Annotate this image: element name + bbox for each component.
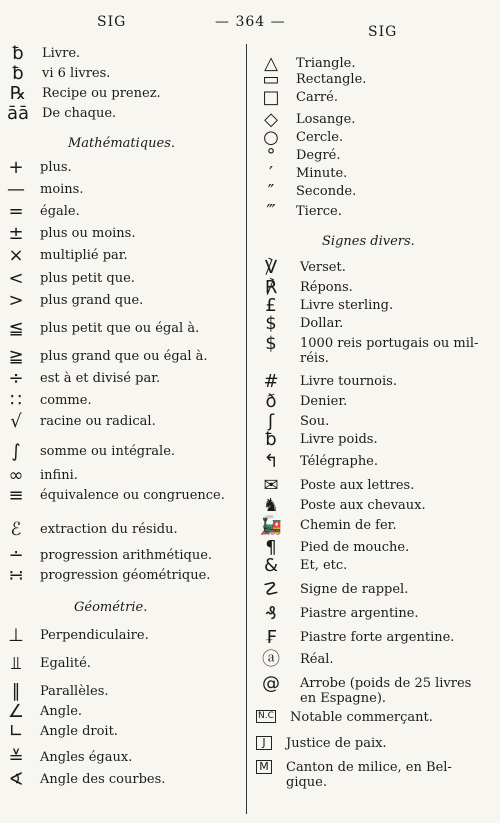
less-than-icon: < bbox=[8, 268, 24, 289]
entry-text: Signe de rappel. bbox=[300, 582, 409, 597]
glossary-entry bbox=[256, 201, 342, 222]
glossary-entry bbox=[6, 83, 161, 104]
canton-milice-icon: M bbox=[256, 760, 272, 774]
glossary-entry bbox=[6, 43, 81, 64]
glossary-entry bbox=[2, 290, 144, 311]
multiply-icon: × bbox=[8, 245, 24, 266]
glossary-entry bbox=[256, 475, 415, 496]
minus-icon: — bbox=[7, 179, 25, 200]
glossary-entry bbox=[2, 747, 133, 768]
glossary-entry bbox=[256, 371, 397, 392]
section-title: Mathématiques. bbox=[68, 136, 176, 151]
arithmetic-progression-icon: ∸ bbox=[8, 545, 24, 566]
entry-text: Livre poids. bbox=[300, 432, 378, 447]
entry-text: Sou. bbox=[300, 414, 330, 429]
entry-text: Cercle. bbox=[296, 130, 344, 145]
entry-text: somme ou intégrale. bbox=[40, 444, 176, 459]
less-equal-icon: ≦ bbox=[8, 318, 24, 339]
pilcrow-icon: ¶ bbox=[265, 537, 277, 558]
glossary-entry bbox=[2, 565, 211, 586]
glossary-entry bbox=[2, 701, 83, 722]
entry-text: Angle des courbes. bbox=[40, 772, 166, 787]
equals-icon: = bbox=[8, 201, 24, 222]
page-number: — 364 — bbox=[215, 14, 286, 30]
entry-text: Parallèles. bbox=[40, 684, 109, 699]
entry-text: plus petit que ou égal à. bbox=[40, 321, 200, 336]
entry-text: équivalence ou congruence. bbox=[40, 488, 225, 503]
glossary-entry bbox=[256, 69, 367, 90]
glossary-entry bbox=[2, 545, 213, 566]
running-head-left: SIG bbox=[97, 14, 127, 30]
entry-text: Perpendiculaire. bbox=[40, 628, 149, 643]
entry-text: infini. bbox=[40, 468, 78, 483]
glossary-entry bbox=[256, 333, 479, 366]
second-icon: ″ bbox=[267, 181, 275, 202]
entry-text: Notable commerçant. bbox=[290, 710, 433, 725]
envelope-icon: ✉ bbox=[263, 475, 279, 496]
square-icon: □ bbox=[262, 87, 280, 108]
train-icon: 🚂 bbox=[259, 515, 283, 536]
entry-text: Minute. bbox=[296, 166, 348, 181]
glossary-entry bbox=[2, 721, 118, 742]
entry-text: plus grand que. bbox=[40, 293, 144, 308]
greater-equal-icon: ≧ bbox=[8, 346, 24, 367]
entry-text: 1000 reis portugais ou mil- réis. bbox=[300, 336, 479, 366]
glossary-entry bbox=[256, 537, 410, 558]
glossary-entry bbox=[256, 163, 348, 184]
entry-text: Et, etc. bbox=[300, 558, 348, 573]
rectangle-icon: ▭ bbox=[262, 69, 280, 90]
curved-angle-icon: ∢ bbox=[8, 769, 24, 790]
circle-icon: ○ bbox=[263, 127, 279, 148]
de-chaque-symbol: āā bbox=[6, 103, 30, 124]
entry-text: Poste aux lettres. bbox=[300, 478, 415, 493]
entry-text: Angle droit. bbox=[40, 724, 118, 739]
glossary-entry bbox=[6, 63, 111, 84]
glossary-entry bbox=[256, 109, 356, 130]
livres-symbol: ƀ bbox=[12, 63, 24, 84]
section-title: Géométrie. bbox=[74, 600, 148, 615]
third-icon: ‴ bbox=[266, 201, 276, 222]
glossary-entry bbox=[256, 451, 379, 472]
degree-icon: ° bbox=[266, 145, 276, 166]
telegraph-icon: ↰ bbox=[263, 451, 279, 472]
entry-text: De chaque. bbox=[42, 106, 117, 121]
glossary-entry bbox=[2, 653, 91, 674]
right-angle-icon: ∟ bbox=[8, 721, 24, 742]
ampersand-icon: & bbox=[263, 555, 279, 576]
minute-icon: ′ bbox=[268, 163, 274, 184]
entry-text: Losange. bbox=[296, 112, 356, 127]
entry-text: Egalité. bbox=[40, 656, 91, 671]
entry-text: Recipe ou prenez. bbox=[42, 86, 161, 101]
entry-text: Denier. bbox=[300, 394, 348, 409]
glossary-entry bbox=[256, 277, 353, 298]
entry-text: Canton de milice, en Bel- gique. bbox=[286, 760, 452, 790]
glossary-entry bbox=[2, 157, 72, 178]
glossary-entry bbox=[6, 103, 117, 124]
entry-text: Justice de paix. bbox=[286, 736, 387, 751]
glossary-entry bbox=[256, 627, 455, 648]
glossary-entry bbox=[2, 519, 178, 540]
entry-text: Piastre argentine. bbox=[300, 606, 419, 621]
glossary-entry bbox=[256, 673, 472, 706]
glossary-entry bbox=[256, 295, 394, 316]
glossary-entry bbox=[256, 555, 348, 576]
glossary-entry bbox=[2, 201, 80, 222]
entry-text: Tierce. bbox=[296, 204, 342, 219]
entry-text: Réal. bbox=[300, 652, 334, 667]
response-icon: ℟ bbox=[264, 277, 278, 298]
entry-text: Angle. bbox=[40, 704, 83, 719]
proportion-icon: ∷ bbox=[10, 390, 22, 411]
recipe-symbol: ℞ bbox=[9, 83, 27, 104]
integral-icon: ∫ bbox=[11, 441, 21, 462]
real-icon: ⓐ bbox=[262, 649, 280, 670]
perpendicular-icon: ⊥ bbox=[8, 625, 24, 646]
glossary-entry bbox=[256, 603, 419, 624]
entry-text: Carré. bbox=[296, 90, 338, 105]
glossary-entry bbox=[256, 391, 348, 412]
residue-icon: ℰ bbox=[10, 519, 22, 540]
entry-text: vi 6 livres. bbox=[42, 66, 111, 81]
glossary-entry bbox=[256, 257, 346, 278]
horse-icon: ♞ bbox=[262, 495, 280, 516]
reis-icon: $ bbox=[265, 333, 277, 354]
livre-poids-icon: ƀ bbox=[265, 429, 277, 450]
at-icon: @ bbox=[262, 673, 280, 694]
glossary-entry bbox=[2, 245, 128, 266]
entry-text: Angles égaux. bbox=[40, 750, 133, 765]
glossary-entry bbox=[256, 429, 378, 450]
entry-text: Verset. bbox=[300, 260, 346, 275]
plus-icon: + bbox=[8, 157, 24, 178]
glossary-entry bbox=[2, 223, 136, 244]
glossary-entry bbox=[2, 179, 84, 200]
glossary-entry bbox=[2, 268, 135, 289]
entry-text: Triangle. bbox=[296, 56, 356, 71]
livre-symbol: ƀ bbox=[12, 43, 24, 64]
equality-icon: ⫫ bbox=[10, 653, 22, 674]
glossary-entry bbox=[2, 411, 156, 432]
entry-text: Télégraphe. bbox=[300, 454, 379, 469]
radical-icon: √ bbox=[10, 411, 22, 432]
plus-minus-icon: ± bbox=[8, 223, 24, 244]
entry-text: extraction du résidu. bbox=[40, 522, 178, 537]
glossary-entry bbox=[256, 515, 397, 536]
denier-icon: ð bbox=[265, 391, 277, 412]
section-title: Signes divers. bbox=[322, 234, 415, 249]
entry-text: Seconde. bbox=[296, 184, 357, 199]
greater-than-icon: > bbox=[8, 290, 24, 311]
geometric-progression-icon: ∺ bbox=[8, 565, 24, 586]
glossary-entry bbox=[2, 625, 149, 646]
glossary-entry bbox=[256, 579, 409, 600]
entry-text: Degré. bbox=[296, 148, 341, 163]
entry-text: Pied de mouche. bbox=[300, 540, 410, 555]
justice-de-paix-icon: J bbox=[256, 736, 272, 750]
glossary-entry bbox=[2, 318, 200, 339]
triangle-icon: △ bbox=[264, 53, 278, 74]
livre-tournois-icon: # bbox=[263, 371, 279, 392]
entry-text: Arrobe (poids de 25 livres en Espagne). bbox=[300, 676, 472, 706]
pound-sterling-icon: £ bbox=[265, 295, 277, 316]
entry-text: Piastre forte argentine. bbox=[300, 630, 455, 645]
entry-text: comme. bbox=[40, 393, 92, 408]
glossary-entry bbox=[2, 485, 225, 506]
entry-text: plus ou moins. bbox=[40, 226, 136, 241]
entry-text: plus grand que ou égal à. bbox=[40, 349, 208, 364]
congruence-icon: ≡ bbox=[8, 485, 24, 506]
entry-text: Poste aux chevaux. bbox=[300, 498, 426, 513]
entry-text: Livre sterling. bbox=[300, 298, 394, 313]
glossary-entry bbox=[2, 769, 166, 790]
glossary-entry bbox=[256, 181, 357, 202]
glossary-entry bbox=[2, 368, 161, 389]
glossary-entry bbox=[256, 710, 433, 725]
entry-text: Chemin de fer. bbox=[300, 518, 397, 533]
entry-text: progression arithmétique. bbox=[40, 548, 213, 563]
column-divider bbox=[246, 44, 247, 814]
angle-icon: ∠ bbox=[7, 701, 25, 722]
entry-text: racine ou radical. bbox=[40, 414, 156, 429]
piastre-argentine-icon: ₰ bbox=[265, 603, 277, 624]
glossary-entry bbox=[256, 411, 330, 432]
glossary-entry bbox=[256, 127, 344, 148]
infinity-icon: ∞ bbox=[8, 465, 24, 486]
glossary-entry bbox=[256, 87, 338, 108]
glossary-entry bbox=[256, 736, 387, 751]
running-head-right: SIG bbox=[368, 24, 398, 40]
entry-text: Répons. bbox=[300, 280, 353, 295]
glossary-entry bbox=[2, 441, 176, 462]
entry-text: progression géométrique. bbox=[40, 568, 211, 583]
entry-text: est à et divisé par. bbox=[40, 371, 161, 386]
entry-text: Rectangle. bbox=[296, 72, 367, 87]
entry-text: égale. bbox=[40, 204, 80, 219]
entry-text: plus. bbox=[40, 160, 72, 175]
entry-text: moins. bbox=[40, 182, 84, 197]
equal-angles-icon: ≚ bbox=[8, 747, 24, 768]
entry-text: Livre. bbox=[42, 46, 81, 61]
divided-icon: ÷ bbox=[8, 368, 24, 389]
entry-text: plus petit que. bbox=[40, 271, 135, 286]
glossary-entry bbox=[2, 346, 208, 367]
glossary-entry bbox=[2, 390, 92, 411]
dollar-icon: $ bbox=[265, 313, 277, 334]
glossary-entry bbox=[256, 313, 344, 334]
versicle-icon: ℣ bbox=[264, 257, 278, 278]
sou-icon: ʃ bbox=[267, 411, 275, 432]
entry-text: Livre tournois. bbox=[300, 374, 397, 389]
glossary-entry bbox=[256, 145, 341, 166]
glossary-entry bbox=[256, 649, 334, 670]
glossary-entry bbox=[256, 495, 426, 516]
lozenge-icon: ◇ bbox=[264, 109, 278, 130]
glossary-entry bbox=[2, 465, 78, 486]
glossary-entry bbox=[2, 681, 109, 702]
notable-commercant-icon: N.C bbox=[256, 710, 276, 723]
entry-text: multiplié par. bbox=[40, 248, 128, 263]
piastre-forte-icon: ₣ bbox=[265, 627, 277, 648]
entry-text: Dollar. bbox=[300, 316, 344, 331]
glossary-entry bbox=[256, 760, 452, 790]
parallel-icon: ∥ bbox=[11, 681, 21, 702]
recall-sign-icon: ☡ bbox=[262, 579, 280, 600]
